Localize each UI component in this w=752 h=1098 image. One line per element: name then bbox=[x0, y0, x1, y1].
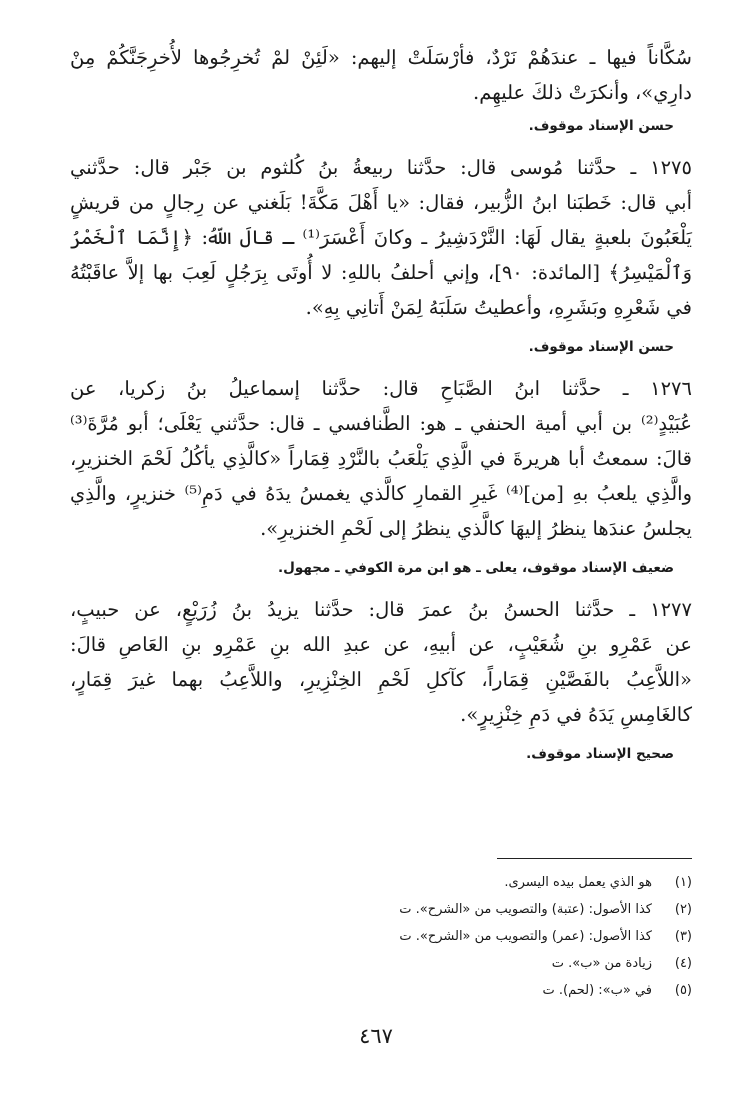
footnote-item bbox=[70, 896, 692, 923]
text-line: في شَعْرِهِ وبَشَرِهِ، وأعطيتُ سَلَبَهُ لِمَنْ أَتانِي بِهِ». bbox=[305, 296, 692, 319]
page-body bbox=[70, 40, 692, 778]
footnote-text: زيادة من «ب». ت bbox=[551, 956, 652, 971]
footnote-text: كذا الأصول: (عتبة) والتصويب من «الشرح». ت bbox=[399, 902, 652, 917]
text-line: يَلْعَبُونَ بلعبةٍ يقال لَهَا: النَّرْدَشِيرُ ـ وكانَ أَعْسَرَ⁽¹⁾ ـ قالَ اللّهُ: ﴿إِنَّمَا ٱلْخَمْرُ bbox=[70, 226, 692, 249]
footnote-number: (٢) bbox=[674, 902, 692, 917]
grade-note: حسن الإسناد موقوف. bbox=[528, 339, 674, 355]
footnote-text: في «ب»: (لحم). ت bbox=[542, 983, 652, 998]
footnote-divider-wrap bbox=[70, 858, 692, 869]
grade-note: حسن الإسناد موقوف. bbox=[528, 118, 674, 134]
text-line: كالغَامِسِ يَدَهُ في دَمِ خِنْزِيرٍ». bbox=[460, 703, 692, 726]
grade-note: ضعيف الإسناد موقوف، يعلى ـ هو ابن مرة الكوفي ـ مجهول. bbox=[278, 560, 674, 576]
text-line: أبي قال: خَطبَنا ابنُ الزُّبير، فقال: «يا أَهْلَ مَكَّةَ! بَلَغني عن رِجالٍ من قريشٍ bbox=[70, 191, 692, 214]
footnote-text: كذا الأصول: (عمر) والتصويب من «الشرح». ت bbox=[399, 929, 652, 944]
footnote-item bbox=[70, 977, 692, 1004]
text-line: والَّذِي يلعبُ بهِ [من]⁽⁴⁾ غَيرِ القمارِ كالَّذي يغمسُ يدَهُ في دَمِ⁽⁵⁾ خنزيرٍ، والَّذِي bbox=[70, 482, 693, 505]
footnote-number: (٤) bbox=[674, 956, 692, 971]
hadith-block-continuation bbox=[70, 40, 692, 136]
footnote-number: (١) bbox=[674, 875, 692, 890]
footnote-number: (٣) bbox=[674, 929, 692, 944]
footnote-number: (٥) bbox=[674, 983, 692, 998]
footnote-item bbox=[70, 923, 692, 950]
text-line: دارِي»، وأنكرَتْ ذلكَ عليهِم. bbox=[473, 81, 692, 104]
text-line: ١٢٧٦ ـ حدَّثنا ابنُ الصَّبَاحِ قال: حدَّثنا إسماعيلُ بنُ زكريا، عن bbox=[70, 377, 692, 400]
footnote-text: هو الذي يعمل بيده اليسرى. bbox=[504, 875, 652, 890]
text-line: عن عَمْرِو بنِ شُعَيْبٍ، عن أبيهِ، عن عبدِ الله بنِ عَمْرِو بنِ العَاصِ قالَ: bbox=[70, 633, 692, 656]
footnote-item bbox=[70, 869, 692, 896]
text-line: يجلسُ عندَها ينظرُ إليهَا كالَّذي ينظرُ إلى لَحْمِ الخنزيرِ». bbox=[260, 517, 692, 540]
footnote-divider bbox=[497, 858, 692, 859]
text-line: ١٢٧٥ ـ حدَّثنا مُوسى قال: حدَّثنا ربيعةُ بنُ كُلثوم بن جَبْر قال: حدَّثني bbox=[70, 156, 692, 179]
page-number: ٤٦٧ bbox=[359, 1024, 393, 1048]
hadith-block-1275 bbox=[70, 150, 692, 357]
footnotes bbox=[70, 858, 692, 1004]
text-line: عُبَيْدٍ⁽²⁾ بن أبي أمية الحنفي ـ هو: الطَّنافسي ـ قال: حدَّثني يَعْلَى؛ أبو مُرَّةَ⁽³⁾ bbox=[70, 412, 692, 435]
hadith-block-1277 bbox=[70, 592, 692, 764]
text-line: وَٱلْمَيْسِرُ﴾ [المائدة: ٩٠]، وإني أحلفُ باللهِ: لا أُوتَى بِرَجُلٍ لَعِبَ بها إلاَّ عاقَبْتُهُ bbox=[70, 261, 692, 284]
text-line: ١٢٧٧ ـ حدَّثنا الحسنُ بنُ عمرَ قال: حدَّثنا يزيدُ بنُ زُرَيْعٍ، عن حبيبٍ، bbox=[70, 598, 692, 621]
text-line: قالَ: سمعتُ أبا هريرةَ في الَّذِي يَلْعَبُ بالنَّرْدِ قِمَاراً «كالَّذِي يأكُلُ لَحْمَ الخنزيرِ، bbox=[70, 447, 692, 470]
footnote-item bbox=[70, 950, 692, 977]
text-line: سُكَّاناً فيها ـ عندَهُمْ نَرْدٌ، فأرْسَلَتْ إليهم: «لَئِنْ لمْ تُخرِجُوها لأُخرِجَنَّكُمْ مِنْ bbox=[70, 46, 692, 69]
grade-note: صحيح الإسناد موقوف. bbox=[526, 746, 674, 762]
hadith-block-1276 bbox=[70, 371, 692, 578]
text-line: «اللاَّعِبُ بالفَصَّيْنِ قِمَاراً، كآكلِ لَحْمِ الخِنْزِيرِ، واللاَّعِبُ بهما غيرَ قِمَارٍ، bbox=[70, 668, 692, 691]
